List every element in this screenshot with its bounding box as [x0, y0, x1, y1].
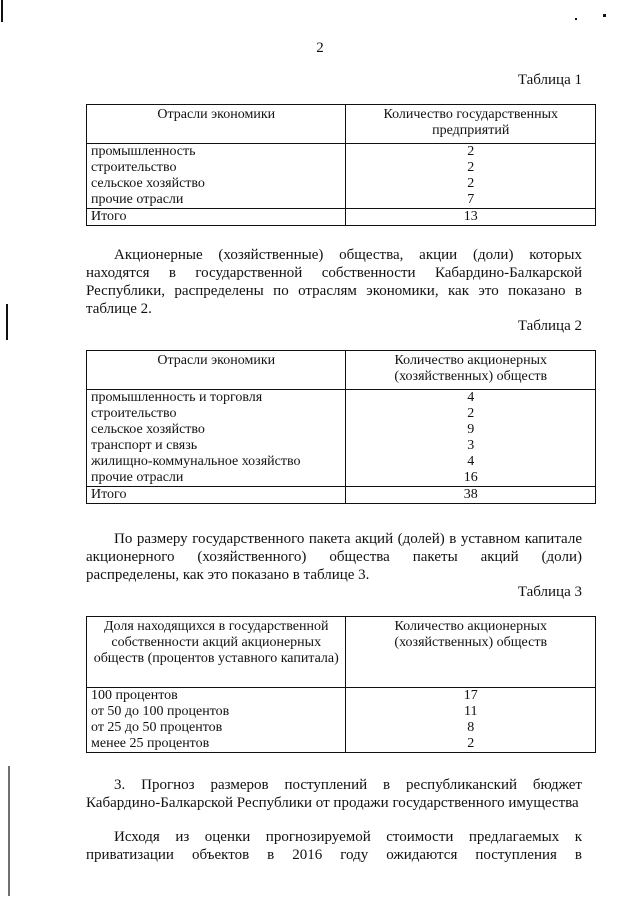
- table-cell: 4: [346, 454, 596, 470]
- scan-mark: [8, 766, 10, 896]
- table-row: [87, 406, 596, 422]
- table1-total-row: [87, 209, 596, 226]
- table-cell: 17: [346, 688, 596, 705]
- section-3-heading-text: 3. Прогноз размеров поступлений в республиканский бюджет Кабардино-Балкарской Республики от продажи государственного имущества: [86, 777, 582, 811]
- table3-caption: Таблица 3: [517, 584, 582, 600]
- table-cell: промышленность: [87, 144, 346, 161]
- paragraph-3-text: Исходя из оценки прогнозируемой стоимости предлагаемых к приватизации объектов в 2016 году ожидаются поступления в: [86, 829, 582, 863]
- table3: [86, 616, 596, 753]
- table1-header-count: Количество государственных предприятий: [346, 105, 596, 144]
- table-row: [87, 176, 596, 192]
- table-row: [87, 160, 596, 176]
- table1-header-sector: Отрасли экономики: [87, 105, 346, 144]
- table-row: [87, 720, 596, 736]
- table-cell: 8: [346, 720, 596, 736]
- table-row: [87, 144, 596, 161]
- table-cell: 13: [346, 209, 596, 226]
- table2-total-row: [87, 487, 596, 504]
- table2: [86, 350, 596, 504]
- scan-dot: [603, 14, 606, 17]
- paragraph-1-text: Акционерные (хозяйственные) общества, акции (доли) которых находятся в государственной собственности Кабардино-Балкарской Республики, распределены по отраслям экономики, как это показано в таблице 2.: [86, 247, 582, 317]
- table-cell: Итого: [87, 209, 346, 226]
- table-cell: от 50 до 100 процентов: [87, 704, 346, 720]
- paragraph-2: [86, 530, 582, 584]
- table-cell: 2: [346, 144, 596, 161]
- table2-caption: Таблица 2: [517, 318, 582, 334]
- table-row: [87, 422, 596, 438]
- table-cell: менее 25 процентов: [87, 736, 346, 753]
- table-cell: прочие отрасли: [87, 470, 346, 487]
- table-cell: 9: [346, 422, 596, 438]
- table-cell: 11: [346, 704, 596, 720]
- paragraph-3: [86, 828, 582, 864]
- table-row: [87, 688, 596, 705]
- table-cell: 2: [346, 736, 596, 753]
- table-cell: 100 процентов: [87, 688, 346, 705]
- table-row: [87, 704, 596, 720]
- table3-header-count: Количество акционерных (хозяйственных) обществ: [346, 617, 596, 688]
- table-row: [87, 736, 596, 753]
- table-cell: 2: [346, 160, 596, 176]
- table-cell: 3: [346, 438, 596, 454]
- section-3-heading: [86, 776, 582, 812]
- table-cell: 38: [346, 487, 596, 504]
- table3-header-row: [87, 617, 596, 688]
- table-row: [87, 192, 596, 209]
- table-row: [87, 390, 596, 407]
- table-cell: от 25 до 50 процентов: [87, 720, 346, 736]
- page-number: 2: [316, 40, 324, 56]
- table-cell: Итого: [87, 487, 346, 504]
- table-cell: 4: [346, 390, 596, 407]
- table3-header-share: Доля находящихся в государственной собственности акций акционерных обществ (процентов уставного капитала): [87, 617, 346, 688]
- table2-header-sector: Отрасли экономики: [87, 351, 346, 390]
- paragraph-2-text: По размеру государственного пакета акций (долей) в уставном капитале акционерного (хозяйственного) общества пакеты акций (доли) распределены, как это показано в таблице 3.: [86, 531, 582, 583]
- table2-header-count: Количество акционерных (хозяйственных) обществ: [346, 351, 596, 390]
- table-cell: прочие отрасли: [87, 192, 346, 209]
- table-cell: сельское хозяйство: [87, 176, 346, 192]
- scan-mark: [1, 0, 3, 22]
- table-cell: строительство: [87, 406, 346, 422]
- table-cell: промышленность и торговля: [87, 390, 346, 407]
- table-cell: сельское хозяйство: [87, 422, 346, 438]
- table-cell: 16: [346, 470, 596, 487]
- table-cell: 2: [346, 406, 596, 422]
- table1: [86, 104, 596, 226]
- table-cell: 7: [346, 192, 596, 209]
- paragraph-1: [86, 246, 582, 318]
- table-row: [87, 454, 596, 470]
- table-cell: транспорт и связь: [87, 438, 346, 454]
- table-cell: жилищно-коммунальное хозяйство: [87, 454, 346, 470]
- table-row: [87, 470, 596, 487]
- table2-header-row: [87, 351, 596, 390]
- scan-dot: [575, 18, 577, 20]
- table-cell: 2: [346, 176, 596, 192]
- table1-header-row: [87, 105, 596, 144]
- table-cell: строительство: [87, 160, 346, 176]
- table1-caption: Таблица 1: [517, 72, 582, 88]
- scan-mark: [6, 304, 8, 340]
- table-row: [87, 438, 596, 454]
